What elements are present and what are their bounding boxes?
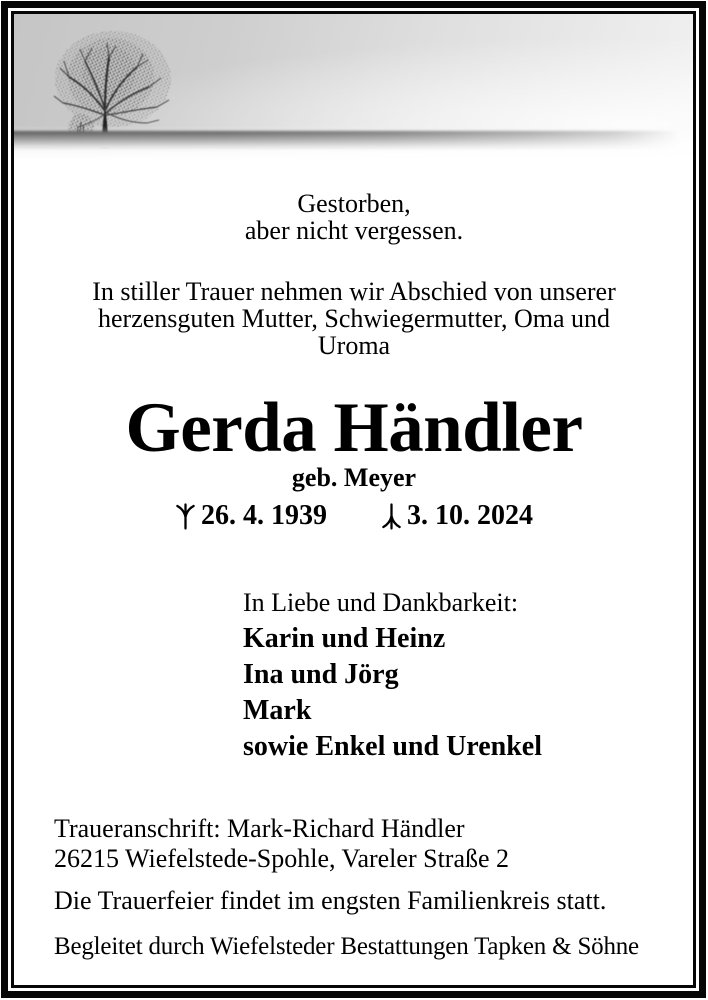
mourning-address-line-2: 26215 Wiefelstede-Spohle, Vareler Straße 2 — [54, 844, 510, 873]
death-rune-icon — [381, 503, 402, 530]
mourners-block — [243, 585, 542, 765]
mourner-name: Ina und Jörg — [243, 659, 399, 690]
life-dates-row — [20, 502, 688, 530]
mourning-address-block — [54, 814, 509, 874]
deceased-name: Gerda Händler — [125, 389, 583, 467]
mourning-address-line-1: Traueranschrift: Mark-Richard Händler — [54, 814, 465, 843]
mourner-name: Karin und Heinz — [243, 623, 446, 654]
intro-line-3: Uroma — [317, 331, 391, 360]
maiden-name: geb. Meyer — [291, 463, 417, 492]
funeral-home-note: Begleitet durch Wiefelsteder Bestattungen Tapken & Söhne — [54, 933, 639, 960]
mourner-name: sowie Enkel und Urenkel — [243, 731, 542, 762]
intro-paragraph — [20, 278, 688, 359]
mourners-heading: In Liebe und Dankbarkeit: — [243, 588, 519, 617]
death-date-group — [381, 502, 533, 530]
birth-rune-icon — [175, 503, 196, 530]
intro-line-2: herzensguten Mutter, Schwiegermutter, Oma und — [98, 304, 610, 333]
epigraph-line-1: Gestorben, — [297, 189, 411, 218]
birth-date-group — [175, 502, 327, 530]
photo-bottom-fade — [14, 126, 694, 160]
epigraph — [20, 190, 688, 244]
intro-line-1: In stiller Trauer nehmen wir Abschied von unserer — [92, 277, 616, 306]
header-photo — [14, 14, 694, 160]
ceremony-note: Die Trauerfeier findet im engsten Familienkreis statt. — [54, 886, 607, 915]
birth-date: 26. 4. 1939 — [201, 500, 327, 531]
epigraph-line-2: aber nicht vergessen. — [244, 216, 464, 245]
death-date: 3. 10. 2024 — [407, 500, 533, 531]
mourner-name: Mark — [243, 695, 312, 726]
